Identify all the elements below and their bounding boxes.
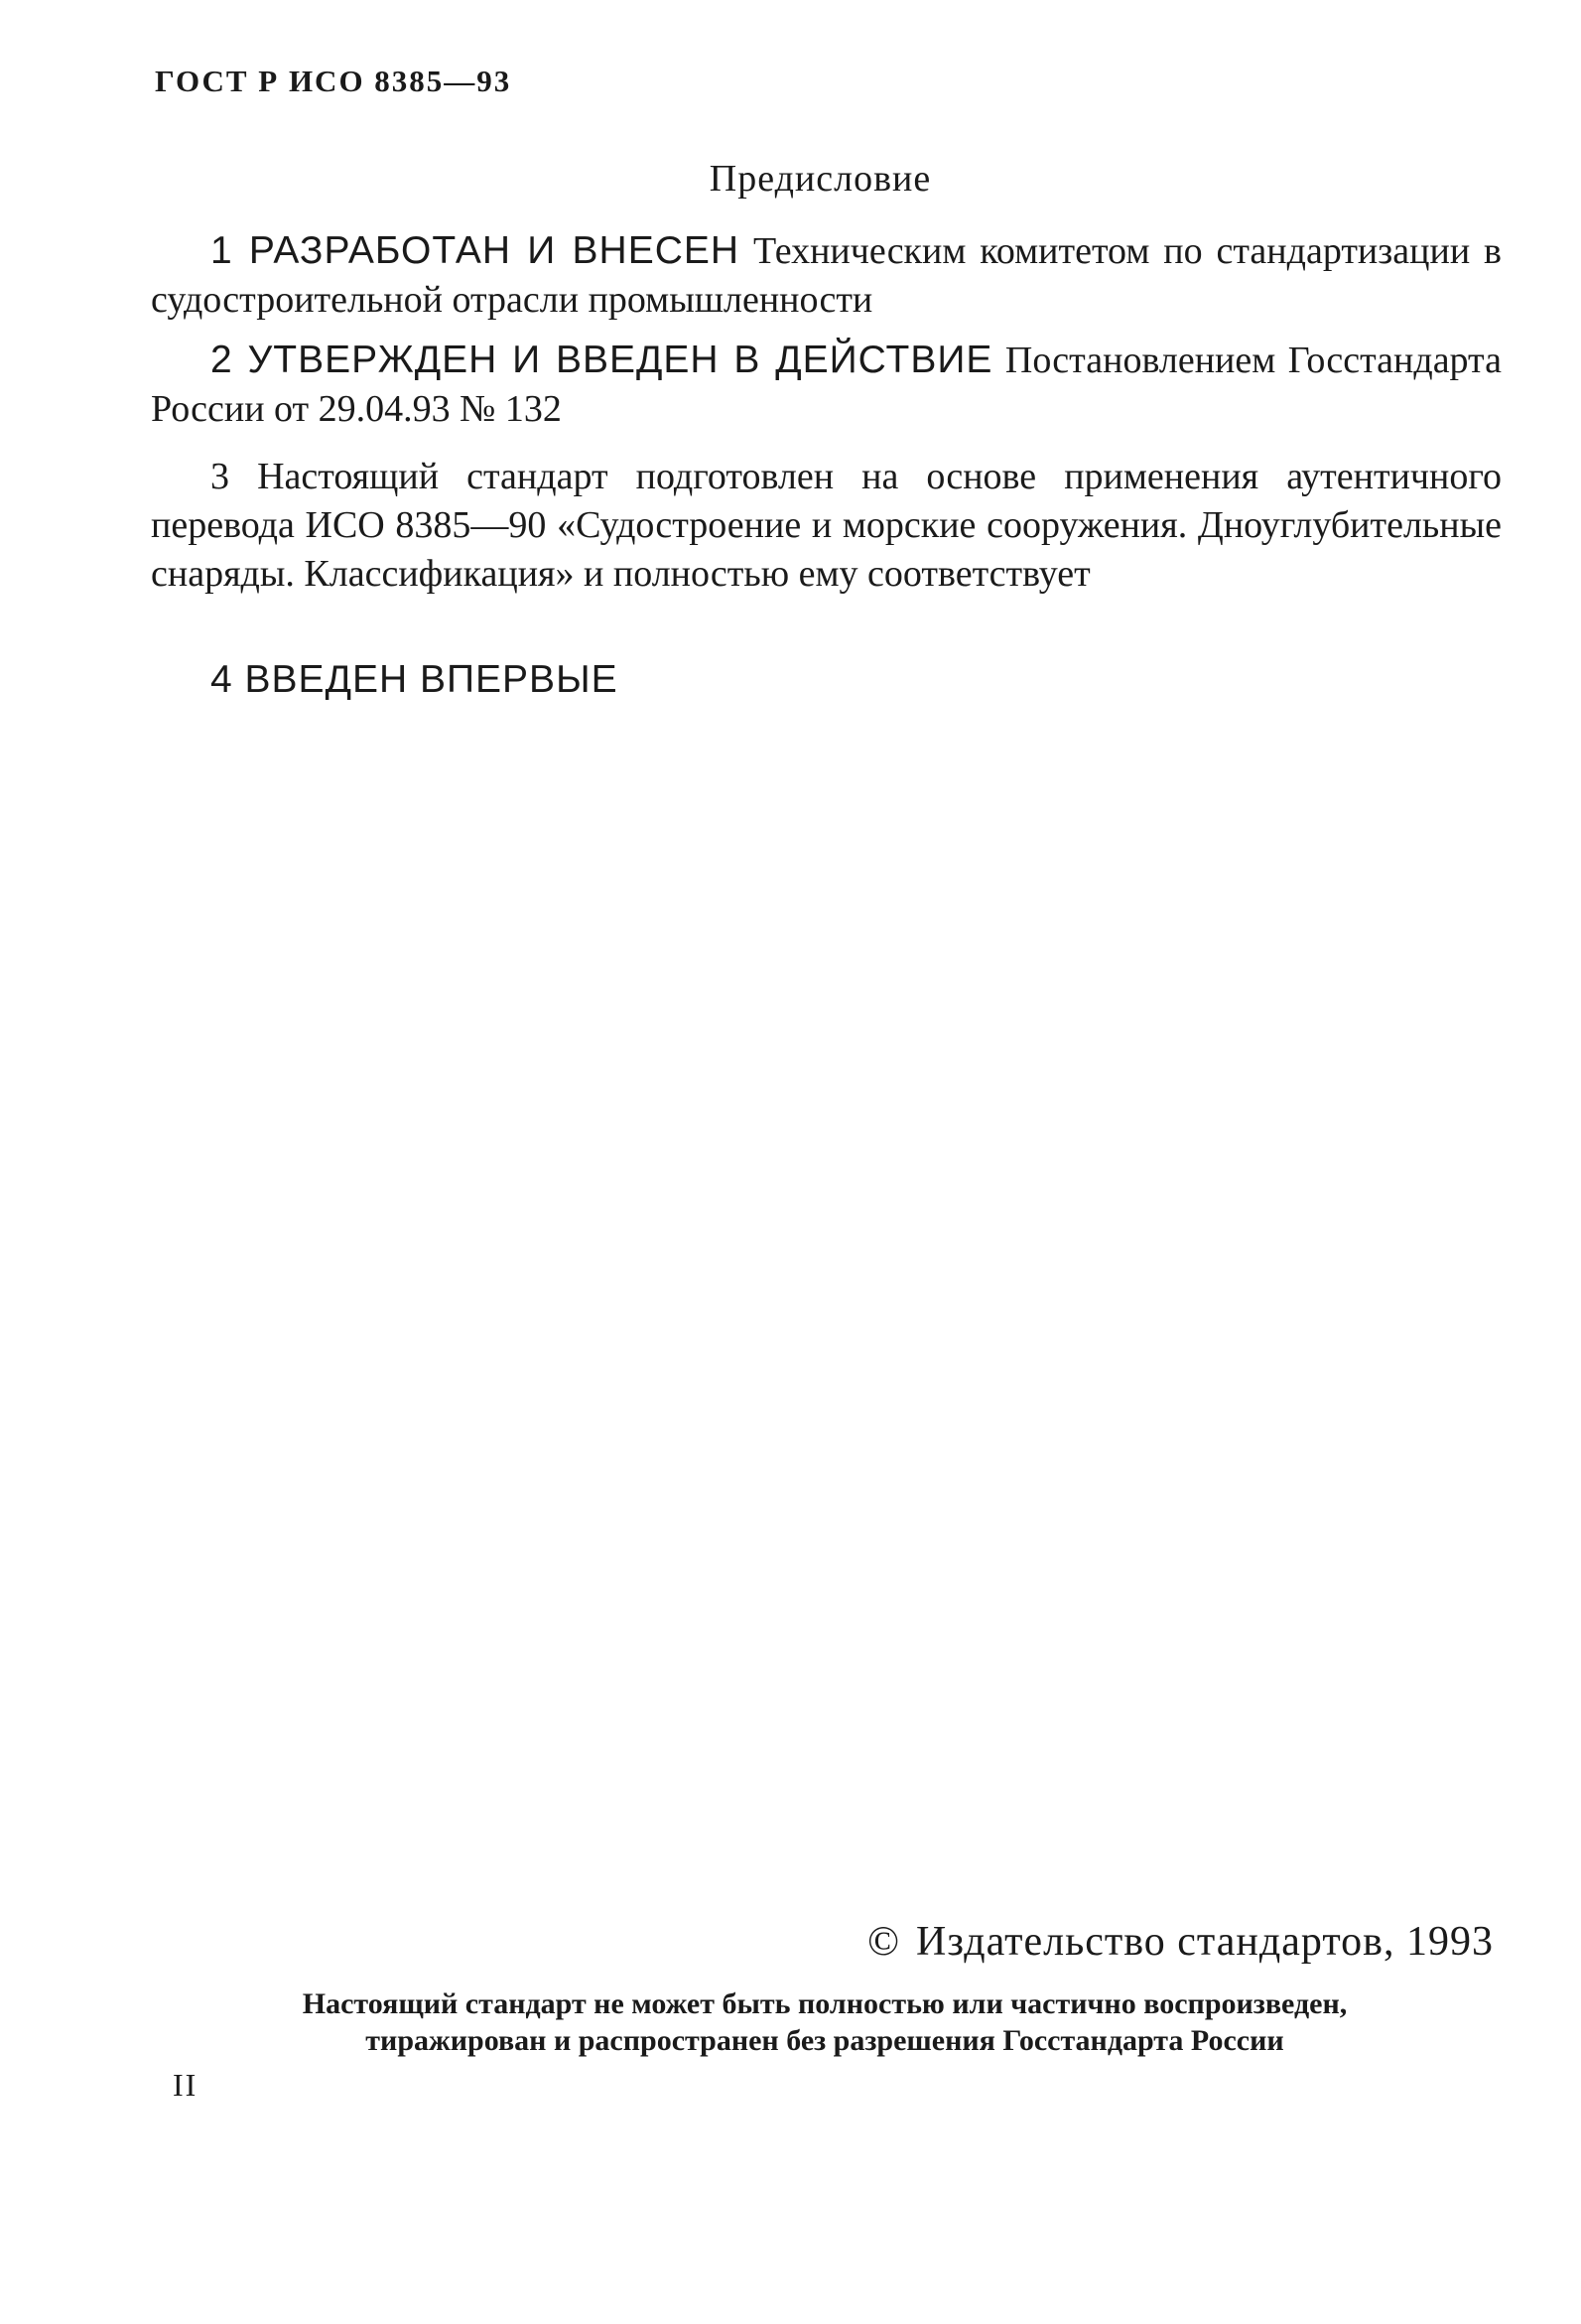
reproduction-notice-line-1: Настоящий стандарт не может быть полностью или частично воспроизведен, (302, 1987, 1348, 2020)
standard-code-header: ГОСТ Р ИСО 8385—93 (155, 64, 512, 98)
foreword-item-text: 3 Настоящий стандарт подготовлен на основе применения аутентичного перевода ИСО 8385—90 «Судостроение и морские сооружения. Дноуглубительные снаряды. Классификация» и полностью ему соответствует (151, 456, 1502, 595)
foreword-item-introduced (151, 655, 1502, 705)
reproduction-notice (145, 1985, 1505, 2059)
copyright-text: Издательство стандартов, 1993 (916, 1919, 1494, 1965)
reproduction-notice-line-2: тиражирован и распространен без разрешения Госстандарта России (365, 2024, 1284, 2057)
foreword-item-heading: 4 ВВЕДЕН ВПЕРВЫЕ (210, 658, 618, 701)
foreword-item-text: Постановлением Госстандарта России от 29.04.93 № 132 (151, 340, 1502, 430)
page-number: II (173, 2067, 198, 2103)
foreword-title: Предисловие (709, 158, 932, 200)
foreword-item-heading: 2 УТВЕРЖДЕН И ВВЕДЕН В ДЕЙСТВИЕ (210, 339, 993, 381)
foreword-item-text: Техническим комитетом по стандартизации в судостроительной отрасли промышленности (151, 230, 1502, 321)
foreword-item-developed (151, 226, 1502, 325)
foreword-item-basis (151, 453, 1502, 599)
foreword-item-approved (151, 336, 1502, 434)
copyright-sign: © (867, 1919, 901, 1965)
copyright-line (867, 1918, 1494, 1966)
foreword-item-heading: 1 РАЗРАБОТАН И ВНЕСЕН (210, 229, 740, 272)
